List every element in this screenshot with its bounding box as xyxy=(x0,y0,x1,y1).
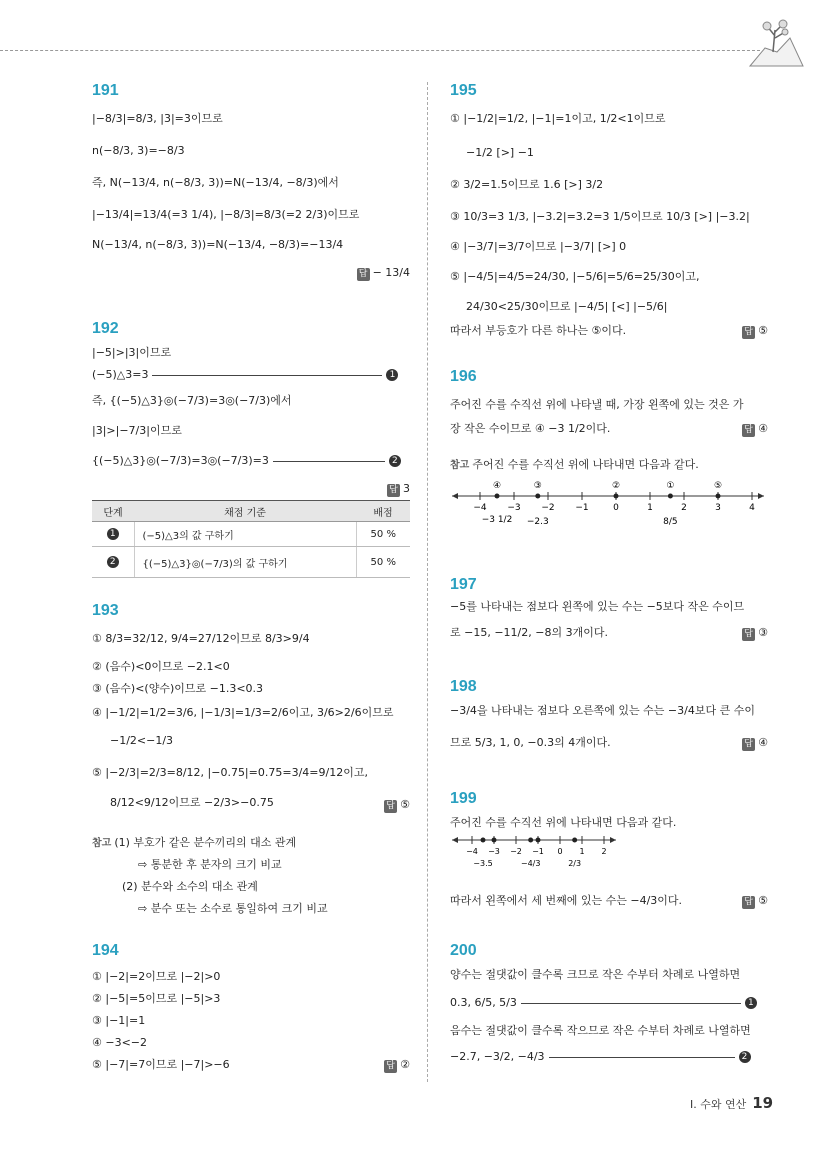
solution-text: −2.7, −3/2, −4/3 xyxy=(450,1050,545,1063)
data-point xyxy=(614,494,619,499)
solution-line xyxy=(450,1050,768,1064)
solution-line: 따라서 왼쪽에서 세 번째에 있는 수는 −4/3이다. xyxy=(450,894,683,907)
column-divider xyxy=(427,82,428,1082)
solution-line: n(−8/3, 3)=−8/3 xyxy=(92,144,185,157)
solution-line: ⑤ |−2/3|=2/3=8/12, |−0.75|=0.75=3/4=9/12이고, xyxy=(92,766,368,779)
solution-line: ⑤ |−7|=7이므로 |−7|>−6 xyxy=(92,1058,230,1071)
table-header: 채점 기준 xyxy=(134,501,356,522)
point-value-label: −3.5 xyxy=(473,859,493,868)
solution-line: 즉, N(−13/4, n(−8/3, 3))=N(−13/4, −8/3)에서 xyxy=(92,176,339,189)
solution-line: ④ |−3/7|=3/7이므로 |−3/7| [>] 0 xyxy=(450,240,627,253)
data-point xyxy=(492,838,497,843)
answer-value: ⑤ xyxy=(400,798,410,811)
answer xyxy=(742,736,768,751)
solution-line: ③ |−1|=1 xyxy=(92,1014,146,1027)
solution-line: |−5|>|3|이므로 xyxy=(92,346,172,359)
solution-line: −3/4을 나타내는 점보다 오른쪽에 있는 수는 −3/4보다 큰 수이 xyxy=(450,704,755,717)
solution-line: −1/2 [>] −1 xyxy=(466,146,534,159)
answer-tag-icon: 답 xyxy=(742,628,755,641)
solution-line: 양수는 절댓값이 클수록 크므로 작은 수부터 차례로 나열하면 xyxy=(450,968,741,981)
answer xyxy=(742,324,768,339)
solution-line: ④ |−1/2|=1/2=3/6, |−1/3|=1/3=2/6이고, 3/6>2/6이므로 xyxy=(92,706,394,719)
solution-line: ③ 10/3=3 1/3, |−3.2|=3.2=3 1/5이므로 10/3 [>] |−3.2| xyxy=(450,210,750,223)
problem-193 xyxy=(92,602,410,915)
solution-line: 24/30<25/30이므로 |−4/5| [<] |−5/6| xyxy=(466,300,668,313)
tick-label: 2 xyxy=(681,503,687,513)
table-cell: 50 % xyxy=(356,522,410,547)
solution-line: N(−13/4, n(−8/3, 3))=N(−13/4, −8/3)=−13/4 xyxy=(92,238,344,251)
number-line-196 xyxy=(450,476,768,538)
note xyxy=(450,458,699,473)
tick-label: 2 xyxy=(601,847,607,856)
answer-value: − 13/4 xyxy=(372,266,410,279)
answer-tag-icon: 답 xyxy=(384,1060,397,1073)
answer-value: ④ xyxy=(758,422,768,435)
leader-line xyxy=(521,1003,741,1004)
problem-number: 192 xyxy=(92,320,119,337)
leader-line xyxy=(273,461,385,462)
tick-label: −4 xyxy=(466,847,478,856)
answer-tag-icon: 답 xyxy=(384,800,397,813)
solution-line: 주어진 수를 수직선 위에 나타낼 때, 가장 왼쪽에 있는 것은 가 xyxy=(450,398,744,411)
tick-label: −2 xyxy=(510,847,522,856)
solution-line xyxy=(92,368,410,382)
problem-number: 199 xyxy=(450,790,477,807)
step-marker: 2 xyxy=(739,1051,751,1063)
point-label: ② xyxy=(611,481,621,491)
answer-value: ④ xyxy=(758,736,768,749)
answer-value: ⑤ xyxy=(758,324,768,337)
leader-line xyxy=(549,1057,735,1058)
arrow-left-icon xyxy=(452,837,458,843)
data-point xyxy=(668,494,673,499)
solution-line: −5를 나타내는 점보다 왼쪽에 있는 수는 −5보다 작은 수이므 xyxy=(450,600,745,613)
arrow-right-icon xyxy=(758,493,764,499)
answer-tag-icon: 답 xyxy=(742,896,755,909)
answer xyxy=(384,1058,410,1073)
scoring-table xyxy=(92,500,410,578)
problem-number: 194 xyxy=(92,942,119,959)
point-value-label: −4/3 xyxy=(520,859,541,868)
tick-label: −4 xyxy=(473,503,487,513)
solution-line: 므로 5/3, 1, 0, −0.3의 4개이다. xyxy=(450,736,611,749)
answer-value: ③ xyxy=(758,626,768,639)
solution-line: ② |−5|=5이므로 |−5|>3 xyxy=(92,992,221,1005)
point-value-label: −3 1/2 xyxy=(481,515,513,525)
step-marker: 2 xyxy=(389,455,401,467)
problem-number: 195 xyxy=(450,82,477,99)
arrow-left-icon xyxy=(452,493,458,499)
data-point xyxy=(528,838,533,843)
note-text: 주어진 수를 수직선 위에 나타내면 다음과 같다. xyxy=(472,458,699,471)
solution-line: ⑤ |−4/5|=4/5=24/30, |−5/6|=5/6=25/30이고, xyxy=(450,270,700,283)
answer-tag-icon: 답 xyxy=(742,424,755,437)
table-cell: {(−5)△3}◎(−7/3)의 값 구하기 xyxy=(134,547,356,578)
solution-line: 장 작은 수이므로 ④ −3 1/2이다. xyxy=(450,422,611,435)
point-value-label: −2.3 xyxy=(526,517,549,527)
problem-number: 196 xyxy=(450,368,477,385)
tree-cliff-icon xyxy=(745,18,805,68)
solution-line: ① 8/3=32/12, 9/4=27/12이므로 8/3>9/4 xyxy=(92,632,310,645)
problem-200 xyxy=(450,942,768,1072)
point-value-label: 2/3 xyxy=(568,859,582,868)
tick-label: 4 xyxy=(749,503,755,513)
note-tag: 참고 xyxy=(450,460,470,471)
point-label: ④ xyxy=(492,481,502,491)
page-number: 19 xyxy=(752,1094,774,1112)
problem-194 xyxy=(92,942,410,1072)
note-line: (2) 분수와 소수의 대소 관계 xyxy=(122,880,258,893)
data-point xyxy=(495,494,500,499)
table-row xyxy=(92,522,410,547)
step-marker: 1 xyxy=(745,997,757,1009)
tick-label: −3 xyxy=(488,847,500,856)
note-tag: 참고 xyxy=(92,838,112,849)
solution-line: |−8/3|=8/3, |3|=3이므로 xyxy=(92,112,223,125)
answer xyxy=(387,482,410,497)
solution-text: (−5)△3=3 xyxy=(92,368,149,381)
problem-197 xyxy=(450,576,768,656)
solution-line: 즉, {(−5)△3}◎(−7/3)=3◎(−7/3)에서 xyxy=(92,394,292,407)
answer xyxy=(742,626,768,641)
table-cell: (−5)△3의 값 구하기 xyxy=(134,522,356,547)
solution-line: −1/2<−1/3 xyxy=(110,734,174,747)
answer xyxy=(384,798,410,813)
answer xyxy=(742,894,768,909)
problem-number: 191 xyxy=(92,82,119,99)
solution-line: ① |−2|=2이므로 |−2|>0 xyxy=(92,970,221,983)
point-label: ⑤ xyxy=(713,481,723,491)
data-point xyxy=(536,838,541,843)
problem-number: 200 xyxy=(450,942,477,959)
answer-tag-icon: 답 xyxy=(742,326,755,339)
chapter-label: I. 수와 연산 xyxy=(690,1098,747,1111)
point-label: ① xyxy=(666,481,675,491)
note-line: ⇨ 통분한 후 분자의 크기 비교 xyxy=(138,858,282,871)
number-line-199 xyxy=(450,830,620,880)
solution-text: {(−5)△3}◎(−7/3)=3◎(−7/3)=3 xyxy=(92,454,269,467)
solution-line: ② (음수)<0이므로 −2.1<0 xyxy=(92,660,230,673)
solution-line: ① |−1/2|=1/2, |−1|=1이고, 1/2<1이므로 xyxy=(450,112,666,125)
solution-text: 0.3, 6/5, 5/3 xyxy=(450,996,517,1009)
answer-tag-icon: 답 xyxy=(357,268,370,281)
answer-value: ② xyxy=(400,1058,410,1071)
table-cell: 50 % xyxy=(356,547,410,578)
solution-line: |−13/4|=13/4(=3 1/4), |−8/3|=8/3(=2 2/3)이므로 xyxy=(92,208,360,221)
leader-line xyxy=(152,375,382,376)
point-value-label: 8/5 xyxy=(663,517,678,527)
problem-number: 198 xyxy=(450,678,477,695)
solution-line xyxy=(92,454,410,468)
problem-199 xyxy=(450,790,768,910)
tick-label: 3 xyxy=(715,503,721,513)
header-rule xyxy=(0,50,760,51)
solution-line: 따라서 부등호가 다른 하나는 ⑤이다. xyxy=(450,324,627,337)
data-point xyxy=(572,838,577,843)
table-row xyxy=(92,547,410,578)
data-point xyxy=(535,494,540,499)
tick-label: −2 xyxy=(541,503,555,513)
solution-line: 8/12<9/12이므로 −2/3>−0.75 xyxy=(110,796,274,809)
step-marker: 1 xyxy=(107,528,119,540)
problem-number: 193 xyxy=(92,602,119,619)
table-header: 단계 xyxy=(92,501,134,522)
tick-label: 0 xyxy=(557,847,563,856)
problem-191 xyxy=(92,82,410,292)
tick-label: −1 xyxy=(575,503,589,513)
tick-label: 1 xyxy=(647,503,653,513)
answer-value: 3 xyxy=(403,482,410,495)
solution-line: 로 −15, −11/2, −8의 3개이다. xyxy=(450,626,608,639)
solution-line: 음수는 절댓값이 클수록 작으므로 작은 수부터 차례로 나열하면 xyxy=(450,1024,751,1037)
data-point xyxy=(481,838,486,843)
problem-195 xyxy=(450,82,768,342)
data-point xyxy=(716,494,721,499)
answer-value: ⑤ xyxy=(758,894,768,907)
problem-192 xyxy=(92,320,410,570)
solution-line: |3|>|−7/3|이므로 xyxy=(92,424,182,437)
solution-line: 주어진 수를 수직선 위에 나타내면 다음과 같다. xyxy=(450,816,677,829)
answer-tag-icon: 답 xyxy=(387,484,400,497)
solution-line: ③ (음수)<(양수)이므로 −1.3<0.3 xyxy=(92,682,264,695)
point-label: ③ xyxy=(533,481,542,491)
problem-number: 197 xyxy=(450,576,477,593)
tick-label: 1 xyxy=(579,847,585,856)
note xyxy=(92,836,296,851)
solution-line: ② 3/2=1.5이므로 1.6 [>] 3/2 xyxy=(450,178,604,191)
tick-label: −1 xyxy=(532,847,544,856)
solution-line: ④ −3<−2 xyxy=(92,1036,148,1049)
problem-196 xyxy=(450,368,768,538)
answer-tag-icon: 답 xyxy=(742,738,755,751)
table-header: 배점 xyxy=(356,501,410,522)
note-line: (1) 부호가 같은 분수끼리의 대소 관계 xyxy=(114,836,297,849)
answer xyxy=(357,266,410,281)
answer xyxy=(742,422,768,437)
page-footer xyxy=(690,1094,773,1112)
step-marker: 1 xyxy=(386,369,398,381)
tick-label: −3 xyxy=(507,503,521,513)
arrow-right-icon xyxy=(610,837,616,843)
tick-label: 0 xyxy=(613,503,619,513)
step-marker: 2 xyxy=(107,556,119,568)
solution-line xyxy=(450,996,768,1010)
note-line: ⇨ 분수 또는 소수로 통일하여 크기 비교 xyxy=(138,902,328,915)
problem-198 xyxy=(450,678,768,758)
